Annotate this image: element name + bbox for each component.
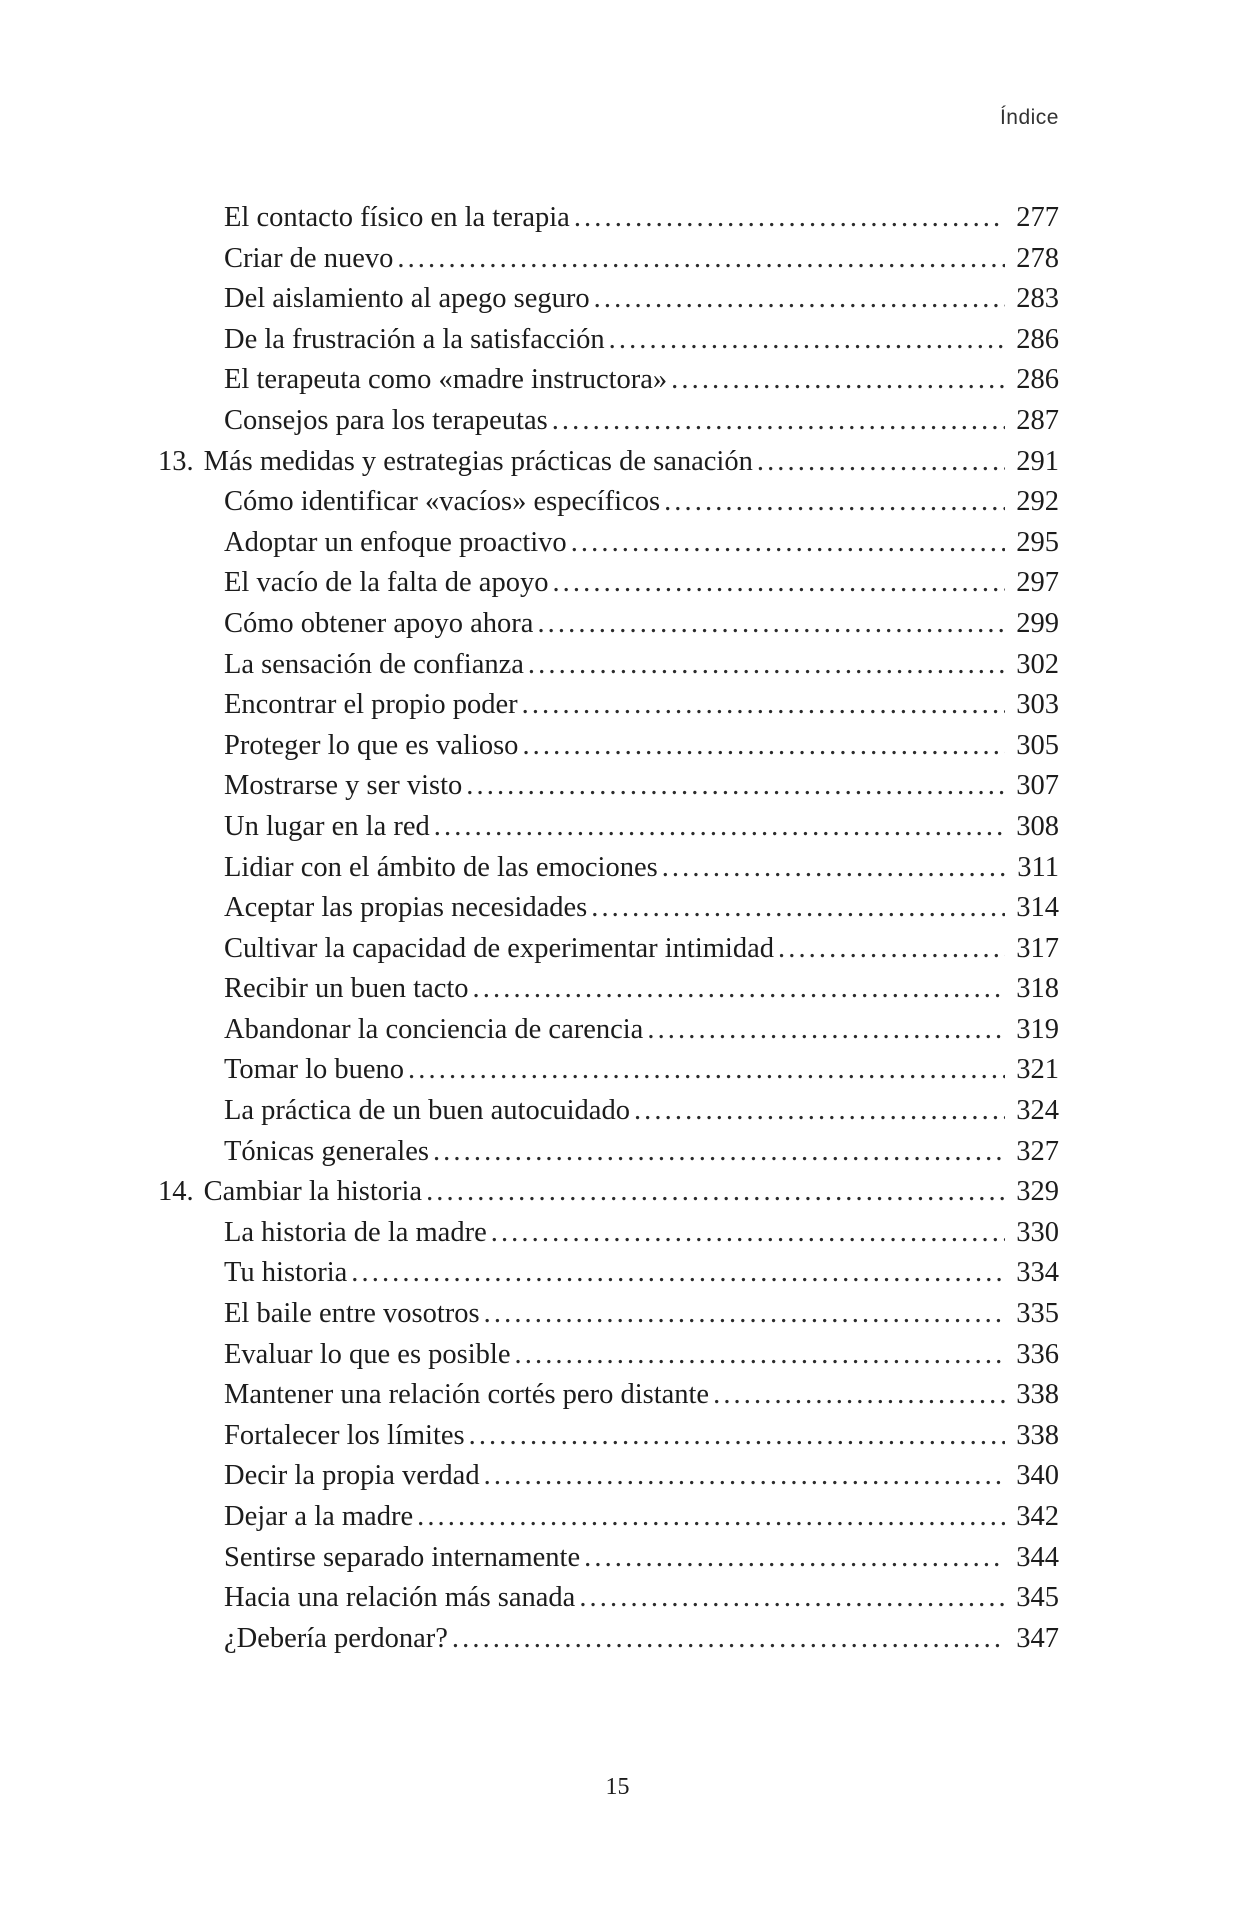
toc-entry-title: De la frustración a la satisfacción bbox=[224, 323, 605, 355]
toc-entry bbox=[224, 523, 1059, 564]
dot-leader bbox=[408, 1050, 1005, 1091]
toc-entry-title: Decir la propia verdad bbox=[224, 1460, 480, 1492]
toc-entry-page: 336 bbox=[1016, 1338, 1059, 1370]
toc-entry-title: Cultivar la capacidad de experimentar intimidad bbox=[224, 932, 774, 964]
toc-entry bbox=[224, 766, 1059, 807]
toc-entry bbox=[224, 929, 1059, 970]
toc-entry bbox=[224, 1619, 1059, 1660]
toc-entry bbox=[224, 1456, 1059, 1497]
toc-entry-title: Más medidas y estrategias prácticas de sanación bbox=[203, 445, 753, 477]
toc-entry bbox=[224, 1538, 1059, 1579]
toc-entry-title: El vacío de la falta de apoyo bbox=[224, 567, 549, 599]
toc-entry-page: 302 bbox=[1016, 648, 1059, 680]
toc-entry bbox=[224, 198, 1059, 239]
dot-leader bbox=[584, 1538, 1005, 1579]
toc-entry-page: 342 bbox=[1016, 1501, 1059, 1532]
toc-entry-title: Aceptar las propias necesidades bbox=[224, 892, 588, 924]
toc-entry-title: La historia de la madre bbox=[224, 1216, 487, 1248]
chapter-number: 14. bbox=[158, 1176, 194, 1208]
toc-entry-page: 327 bbox=[1016, 1135, 1059, 1167]
toc-entry-page: 291 bbox=[1016, 445, 1059, 477]
dot-leader bbox=[757, 442, 1005, 483]
dot-leader bbox=[591, 888, 1005, 929]
toc-entry bbox=[224, 1375, 1059, 1416]
dot-leader bbox=[484, 1456, 1005, 1497]
toc-entry-title: La sensación de confianza bbox=[224, 648, 524, 680]
toc-entry-page: 311 bbox=[1017, 851, 1059, 883]
toc-entry-title: Consejos para los terapeutas bbox=[224, 404, 548, 436]
toc-entry-page: 297 bbox=[1016, 567, 1059, 599]
toc-entry bbox=[224, 969, 1059, 1010]
toc-entry-page: 338 bbox=[1016, 1379, 1059, 1411]
toc-entry bbox=[224, 320, 1059, 361]
toc-entry-page: 283 bbox=[1016, 283, 1059, 315]
toc-entry bbox=[224, 1497, 1059, 1538]
toc-entry bbox=[224, 645, 1059, 686]
dot-leader bbox=[528, 645, 1005, 686]
dot-leader bbox=[491, 1213, 1005, 1254]
toc-entry-page: 303 bbox=[1016, 689, 1059, 721]
toc-entry-page: 330 bbox=[1016, 1216, 1059, 1248]
toc-entry-title: Hacia una relación más sanada bbox=[224, 1582, 576, 1614]
toc-entry-page: 292 bbox=[1016, 486, 1059, 518]
toc-entry-page: 334 bbox=[1016, 1257, 1059, 1289]
toc-entry-title: Tónicas generales bbox=[224, 1135, 429, 1167]
toc-entry bbox=[224, 1010, 1059, 1051]
toc-entry-title: Cómo obtener apoyo ahora bbox=[224, 607, 534, 639]
dot-leader bbox=[778, 929, 1005, 970]
dot-leader bbox=[579, 1578, 1005, 1619]
toc-entry bbox=[224, 1294, 1059, 1335]
toc-entry-title: Mantener una relación cortés pero distante bbox=[224, 1379, 710, 1411]
page-number: 15 bbox=[605, 1774, 630, 1800]
dot-leader bbox=[552, 563, 1005, 604]
toc-entry-title: Abandonar la conciencia de carencia bbox=[224, 1013, 644, 1045]
dot-leader bbox=[433, 1132, 1005, 1173]
toc-entry-page: 308 bbox=[1016, 810, 1059, 842]
toc-entry-page: 321 bbox=[1016, 1054, 1059, 1086]
dot-leader bbox=[417, 1497, 1005, 1538]
toc-entry-title: Lidiar con el ámbito de las emociones bbox=[224, 851, 658, 883]
toc-entry-page: 286 bbox=[1016, 323, 1059, 355]
table-of-contents bbox=[0, 198, 1235, 1659]
dot-leader bbox=[469, 1416, 1005, 1457]
dot-leader bbox=[713, 1375, 1005, 1416]
toc-entry-title: Evaluar lo que es posible bbox=[224, 1338, 511, 1370]
toc-entry bbox=[224, 726, 1059, 767]
dot-leader bbox=[426, 1172, 1005, 1213]
toc-entry-page: 299 bbox=[1016, 607, 1059, 639]
toc-entry-title: Dejar a la madre bbox=[224, 1501, 414, 1532]
dot-leader bbox=[664, 482, 1005, 523]
dot-leader bbox=[671, 360, 1005, 401]
toc-entry-page: 305 bbox=[1016, 729, 1059, 761]
toc-entry-title: ¿Debería perdonar? bbox=[224, 1622, 448, 1654]
toc-entry bbox=[224, 563, 1059, 604]
toc-entry bbox=[224, 360, 1059, 401]
dot-leader bbox=[574, 198, 1005, 239]
toc-entry-page: 286 bbox=[1016, 364, 1059, 396]
dot-leader bbox=[351, 1253, 1005, 1294]
toc-entry-page: 324 bbox=[1016, 1095, 1059, 1127]
toc-entry-page: 329 bbox=[1016, 1176, 1059, 1208]
toc-entry-title: Sentirse separado internamente bbox=[224, 1541, 581, 1573]
toc-entry-title: Del aislamiento al apego seguro bbox=[224, 283, 590, 315]
toc-entry bbox=[224, 1578, 1059, 1619]
toc-entry-page: 317 bbox=[1016, 932, 1059, 964]
toc-entry-title: Tu historia bbox=[224, 1257, 348, 1289]
toc-chapter-entry bbox=[158, 442, 1059, 483]
dot-leader bbox=[634, 1091, 1005, 1132]
chapter-number: 13. bbox=[158, 445, 194, 477]
dot-leader bbox=[466, 766, 1005, 807]
toc-entry-page: 287 bbox=[1016, 404, 1059, 436]
toc-entry-page: 345 bbox=[1016, 1582, 1059, 1614]
toc-entry bbox=[224, 1213, 1059, 1254]
dot-leader bbox=[662, 848, 1005, 889]
toc-entry-page: 307 bbox=[1016, 770, 1059, 802]
toc-entry-title: Criar de nuevo bbox=[224, 242, 394, 274]
dot-leader bbox=[537, 604, 1005, 645]
dot-leader bbox=[452, 1619, 1005, 1660]
toc-entry-page: 318 bbox=[1016, 973, 1059, 1005]
toc-entry bbox=[224, 1132, 1059, 1173]
toc-entry bbox=[224, 604, 1059, 645]
toc-entry-page: 319 bbox=[1016, 1013, 1059, 1045]
toc-entry-title: El baile entre vosotros bbox=[224, 1298, 480, 1330]
dot-leader bbox=[647, 1010, 1005, 1051]
toc-entry bbox=[224, 1091, 1059, 1132]
toc-entry-page: 335 bbox=[1016, 1298, 1059, 1330]
toc-entry-title: Adoptar un enfoque proactivo bbox=[224, 526, 567, 558]
toc-entry-title: Cómo identificar «vacíos» específicos bbox=[224, 486, 661, 518]
toc-entry-title: Tomar lo bueno bbox=[224, 1054, 405, 1086]
dot-leader bbox=[434, 807, 1005, 848]
toc-entry bbox=[224, 1253, 1059, 1294]
toc-entry-page: 277 bbox=[1016, 202, 1059, 233]
dot-leader bbox=[609, 320, 1005, 361]
dot-leader bbox=[571, 523, 1005, 564]
toc-entry-page: 278 bbox=[1016, 242, 1059, 274]
toc-chapter-entry bbox=[158, 1172, 1059, 1213]
toc-entry bbox=[224, 482, 1059, 523]
dot-leader bbox=[397, 239, 1005, 280]
dot-leader bbox=[473, 969, 1005, 1010]
toc-entry-title: Cambiar la historia bbox=[203, 1176, 423, 1208]
toc-entry bbox=[224, 888, 1059, 929]
toc-entry-title: Proteger lo que es valioso bbox=[224, 729, 519, 761]
dot-leader bbox=[522, 685, 1005, 726]
dot-leader bbox=[594, 279, 1005, 320]
toc-entry-title: El contacto físico en la terapia bbox=[224, 202, 570, 233]
toc-entry bbox=[224, 807, 1059, 848]
toc-entry bbox=[224, 279, 1059, 320]
toc-entry-page: 295 bbox=[1016, 526, 1059, 558]
dot-leader bbox=[552, 401, 1005, 442]
toc-entry bbox=[224, 848, 1059, 889]
dot-leader bbox=[522, 726, 1005, 767]
toc-entry-page: 340 bbox=[1016, 1460, 1059, 1492]
toc-entry-page: 314 bbox=[1016, 892, 1059, 924]
toc-entry bbox=[224, 1335, 1059, 1376]
toc-entry-title: Mostrarse y ser visto bbox=[224, 770, 463, 802]
toc-entry-title: Fortalecer los límites bbox=[224, 1419, 465, 1451]
toc-entry-title: Recibir un buen tacto bbox=[224, 973, 469, 1005]
toc-entry bbox=[224, 685, 1059, 726]
toc-entry-title: Encontrar el propio poder bbox=[224, 689, 518, 721]
dot-leader bbox=[484, 1294, 1005, 1335]
toc-entry-page: 344 bbox=[1016, 1541, 1059, 1573]
toc-entry bbox=[224, 239, 1059, 280]
toc-entry bbox=[224, 1416, 1059, 1457]
running-head: Índice bbox=[999, 106, 1059, 129]
toc-entry-page: 347 bbox=[1016, 1622, 1059, 1654]
dot-leader bbox=[515, 1335, 1005, 1376]
toc-entry-title: La práctica de un buen autocuidado bbox=[224, 1095, 630, 1127]
toc-entry bbox=[224, 401, 1059, 442]
toc-entry-page: 338 bbox=[1016, 1419, 1059, 1451]
toc-entry-title: El terapeuta como «madre instructora» bbox=[224, 364, 668, 396]
toc-entry-title: Un lugar en la red bbox=[224, 810, 430, 842]
toc-entry bbox=[224, 1050, 1059, 1091]
